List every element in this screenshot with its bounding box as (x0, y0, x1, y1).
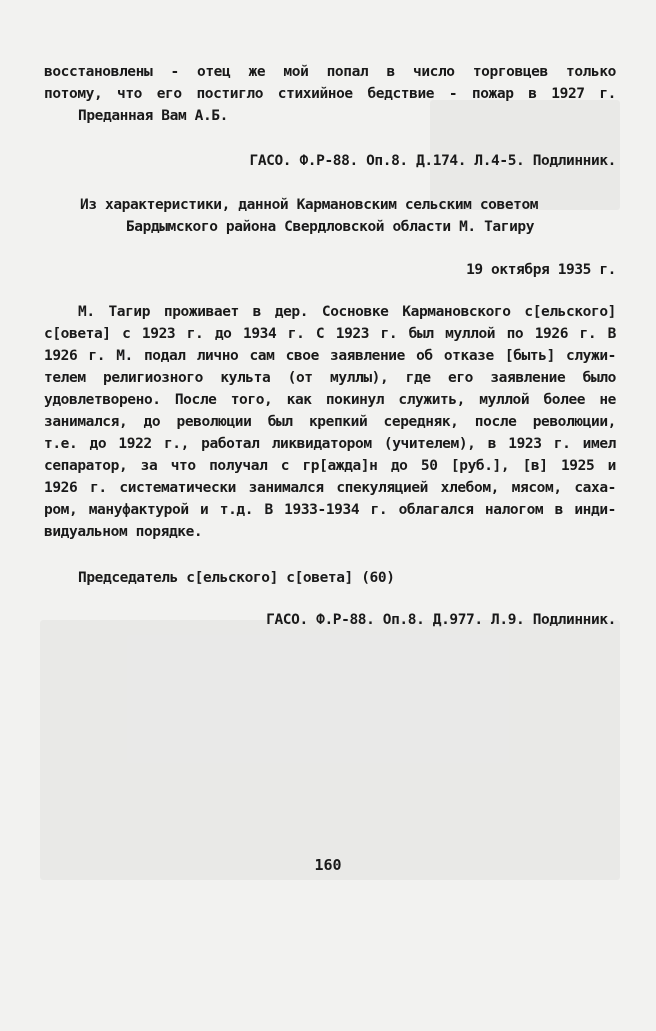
signature-line: Преданная Вам А.Б. (78, 108, 228, 124)
body-line-1: М. Тагир проживает в дер. Сосновке Кармановского с[ельского] (78, 304, 616, 320)
body-line-10: ром, мануфактурой и т.д. В 1933-1934 г. облагался налогом в инди- (44, 502, 616, 518)
body-line-5: удовлетворено. После того, как покинул служить, муллой более не (44, 392, 616, 408)
archive-reference-1: ГАСО. Ф.Р-88. Оп.8. Д.174. Л.4-5. Подлинник. (249, 153, 616, 169)
body-line-3: 1926 г. М. подал лично сам свое заявление об отказе [быть] служи- (44, 348, 616, 364)
document-date: 19 октября 1935 г. (466, 262, 616, 278)
text-line-1: восстановлены - отец же мой попал в число торговцев только (44, 64, 616, 80)
chairman-signature: Председатель с[ельского] с[овета] (60) (78, 570, 395, 586)
body-line-9: 1926 г. систематически занимался спекуляцией хлебом, мясом, саха- (44, 480, 616, 496)
page-number: 160 (314, 856, 342, 874)
body-line-7: т.е. до 1922 г., работал ликвидатором (учителем), в 1923 г. имел (44, 436, 616, 452)
text-line-2: потому, что его постигло стихийное бедствие - пожар в 1927 г. (44, 86, 616, 102)
bleed-through-shade (40, 620, 620, 880)
section-heading-line-1: Из характеристики, данной Кармановским сельским советом (80, 197, 539, 213)
section-heading-line-2: Бардымского района Свердловской области М. Тагиру (125, 219, 535, 235)
body-line-2: с[овета] с 1923 г. до 1934 г. С 1923 г. был муллой по 1926 г. В (44, 326, 616, 342)
body-line-6: занимался, до революции был крепкий середняк, после революции, (44, 414, 616, 430)
body-line-11: видуальном порядке. (44, 524, 203, 540)
archive-reference-2: ГАСО. Ф.Р-88. Оп.8. Д.977. Л.9. Подлинник. (266, 612, 616, 628)
body-line-8: сепаратор, за что получал с гр[ажда]н до 50 [руб.], [в] 1925 и (44, 458, 616, 474)
body-line-4: телем религиозного культа (от муллы), где его заявление было (44, 370, 616, 386)
